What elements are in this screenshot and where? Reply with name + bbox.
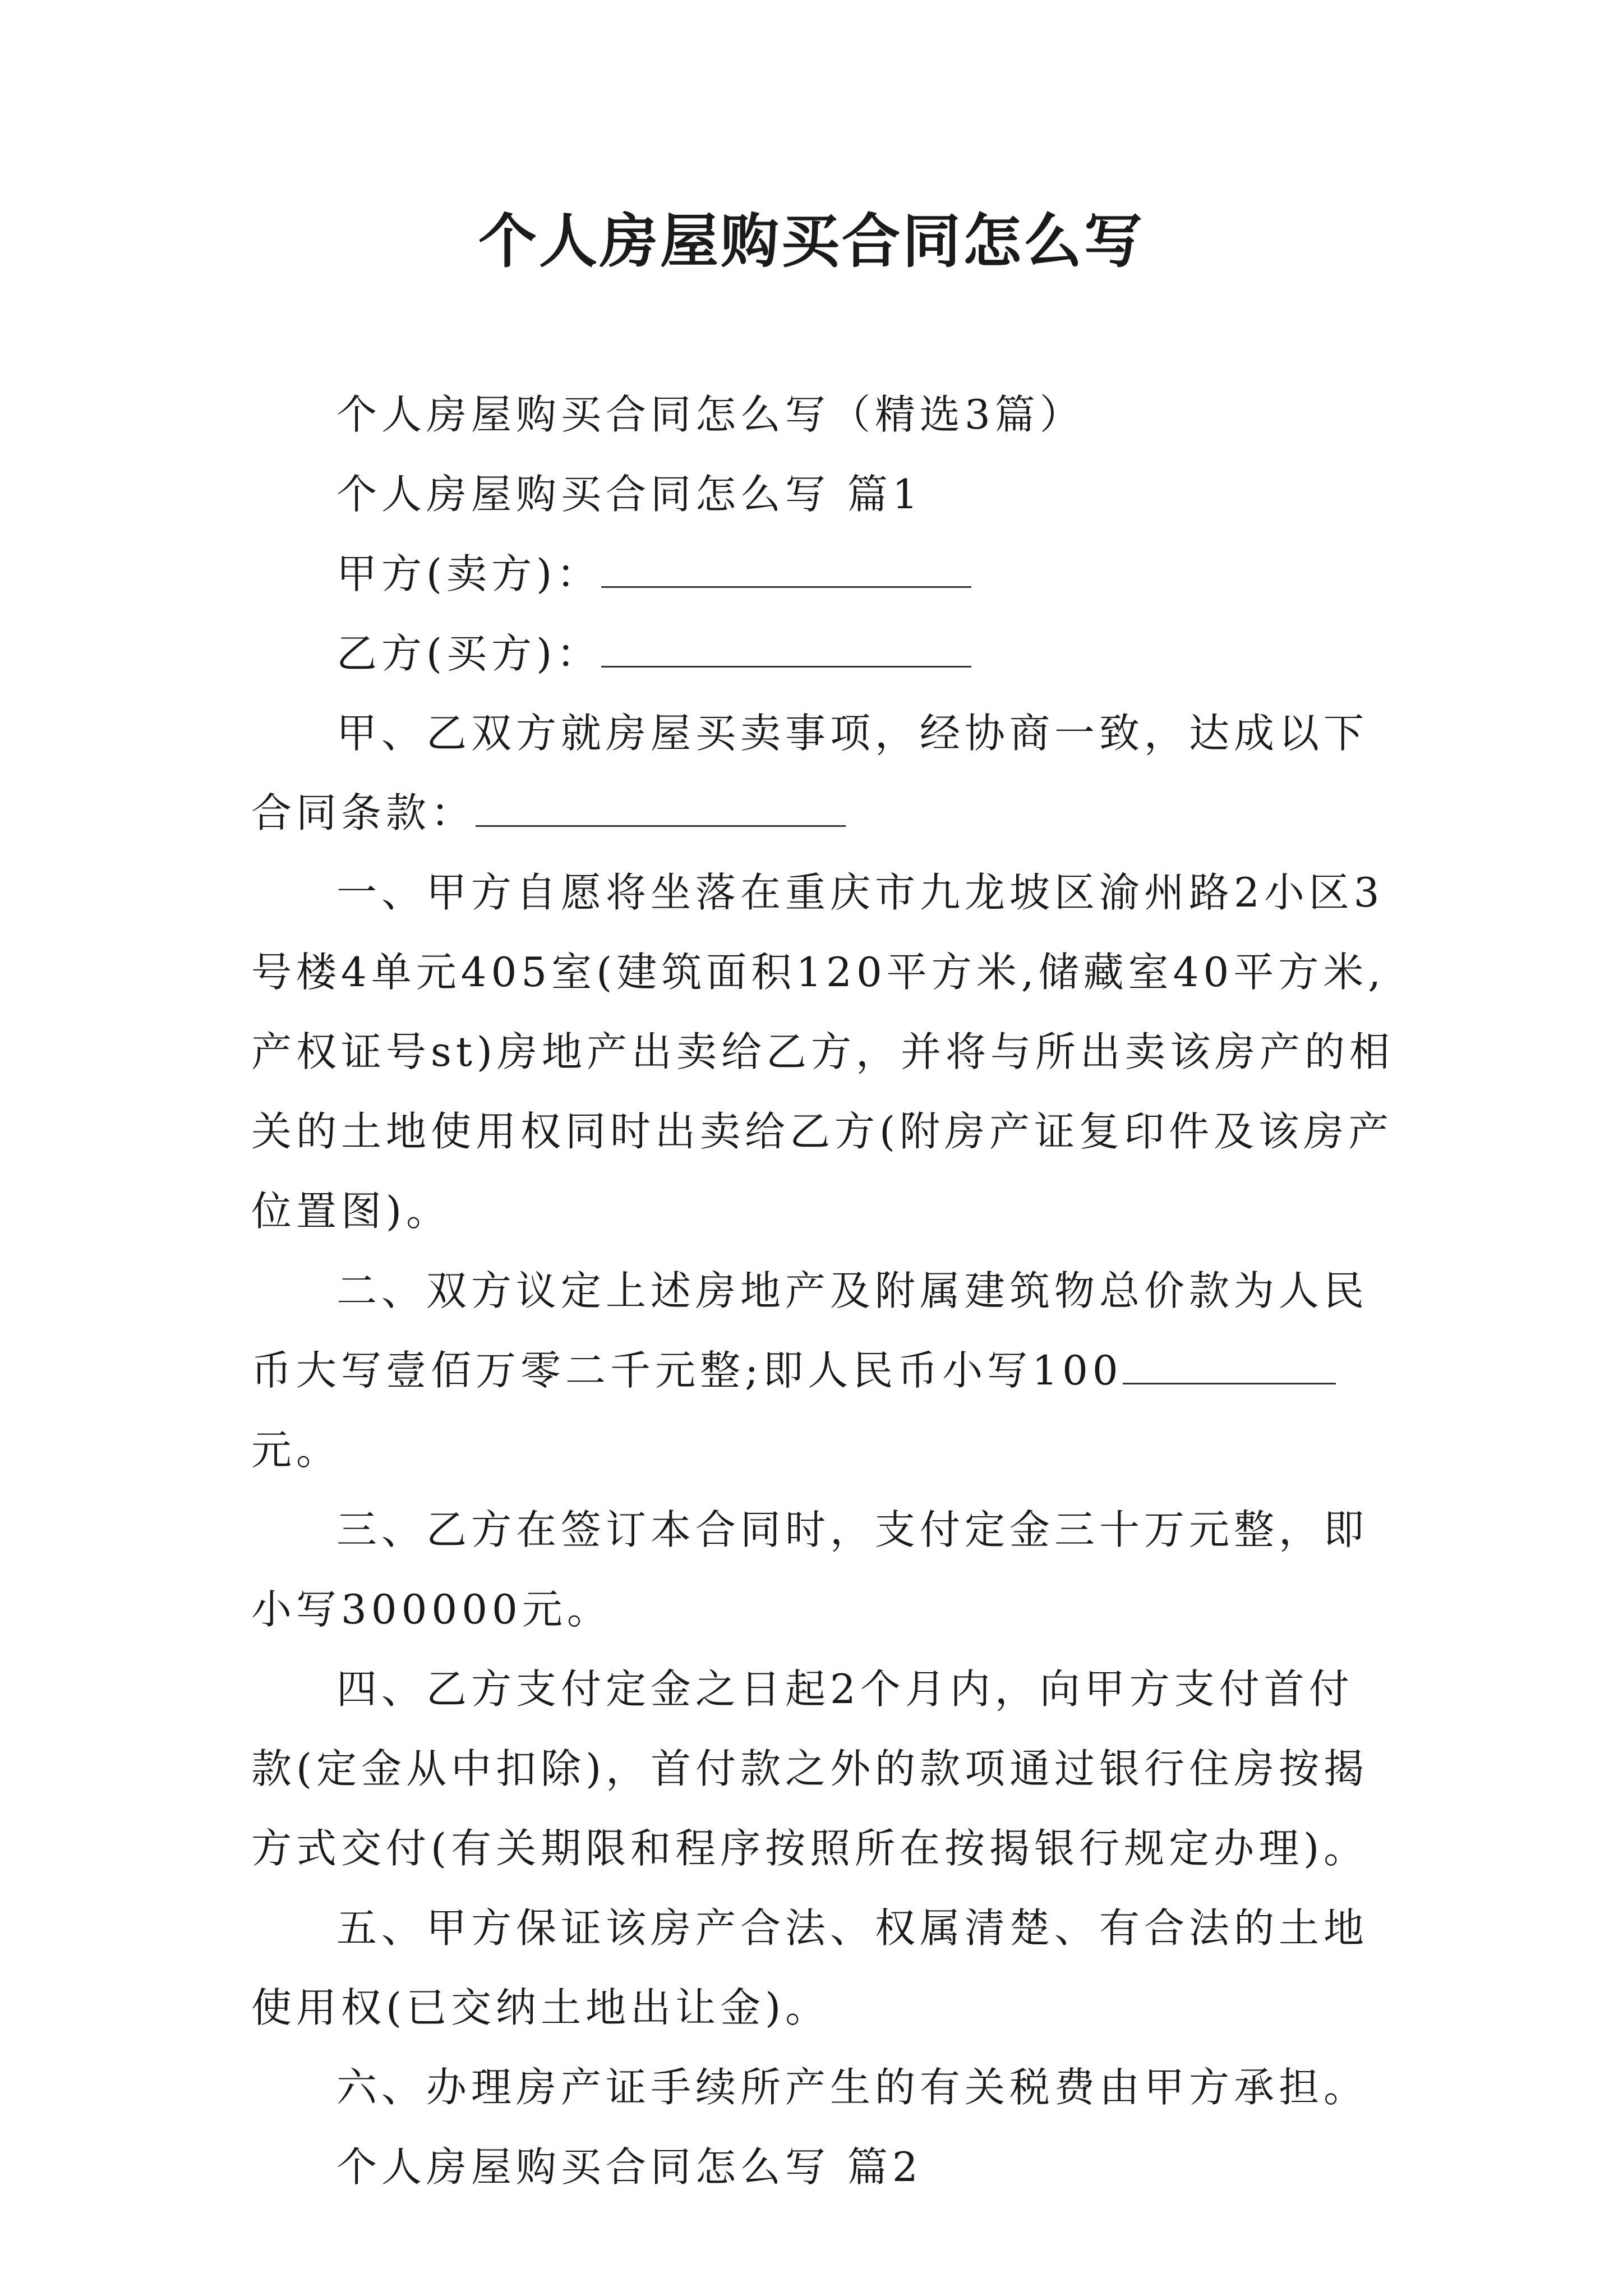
paragraph-clause-2 — [251, 1251, 1395, 1490]
clause-2-text: 二、双方议定上述房地产及附属建筑物总价款为人民币大写壹佰万零二千元整;即人民币小写100 — [251, 1267, 1369, 1394]
agreement-intro-text: 甲、乙双方就房屋买卖事项，经协商一致，达成以下合同条款： — [251, 710, 1369, 836]
party-a-blank — [601, 553, 971, 588]
document-body — [251, 375, 1395, 2207]
page-title: 个人房屋购买合同怎么写 — [478, 206, 1145, 275]
paragraph-party-b — [251, 614, 1395, 693]
clause-2-suffix: 元。 — [251, 1427, 342, 1474]
paragraph-subtitle: 个人房屋购买合同怎么写（精选3篇） — [336, 391, 1085, 438]
paragraph-clause-5: 五、甲方保证该房产合法、权属清楚、有合法的土地使用权(已交纳土地出让金)。 — [251, 1904, 1369, 2031]
paragraph-agreement-intro — [251, 693, 1395, 853]
clause-2-blank — [1123, 1349, 1336, 1384]
paragraph-clause-1: 一、甲方自愿将坐落在重庆市九龙坡区渝州路2小区3号楼4单元405室(建筑面积120平方米,储藏室40平方米,产权证号st)房地产出卖给乙方，并将与所出卖该房产的相关的土地使用权同时出卖给乙方(附房产证复印件及该房产位置图)。 — [251, 869, 1394, 1235]
paragraph-section-2-heading: 个人房屋购买合同怎么写 篇2 — [336, 2143, 923, 2191]
party-b-label: 乙方(买方)： — [336, 630, 602, 677]
paragraph-section-1-heading: 个人房屋购买合同怎么写 篇1 — [336, 471, 923, 518]
paragraph-clause-4: 四、乙方支付定金之日起2个月内，向甲方支付首付款(定金从中扣除)，首付款之外的款项通过银行住房按揭方式交付(有关期限和程序按照所在按揭银行规定办理)。 — [251, 1665, 1369, 1872]
agreement-intro-blank — [476, 792, 846, 827]
party-b-blank — [601, 632, 971, 668]
paragraph-clause-3: 三、乙方在签订本合同时，支付定金三十万元整，即小写300000元。 — [251, 1506, 1369, 1633]
party-a-label: 甲方(卖方)： — [336, 550, 602, 597]
paragraph-clause-6: 六、办理房产证手续所产生的有关税费由甲方承担。 — [336, 2064, 1369, 2111]
paragraph-party-a — [251, 534, 1395, 614]
